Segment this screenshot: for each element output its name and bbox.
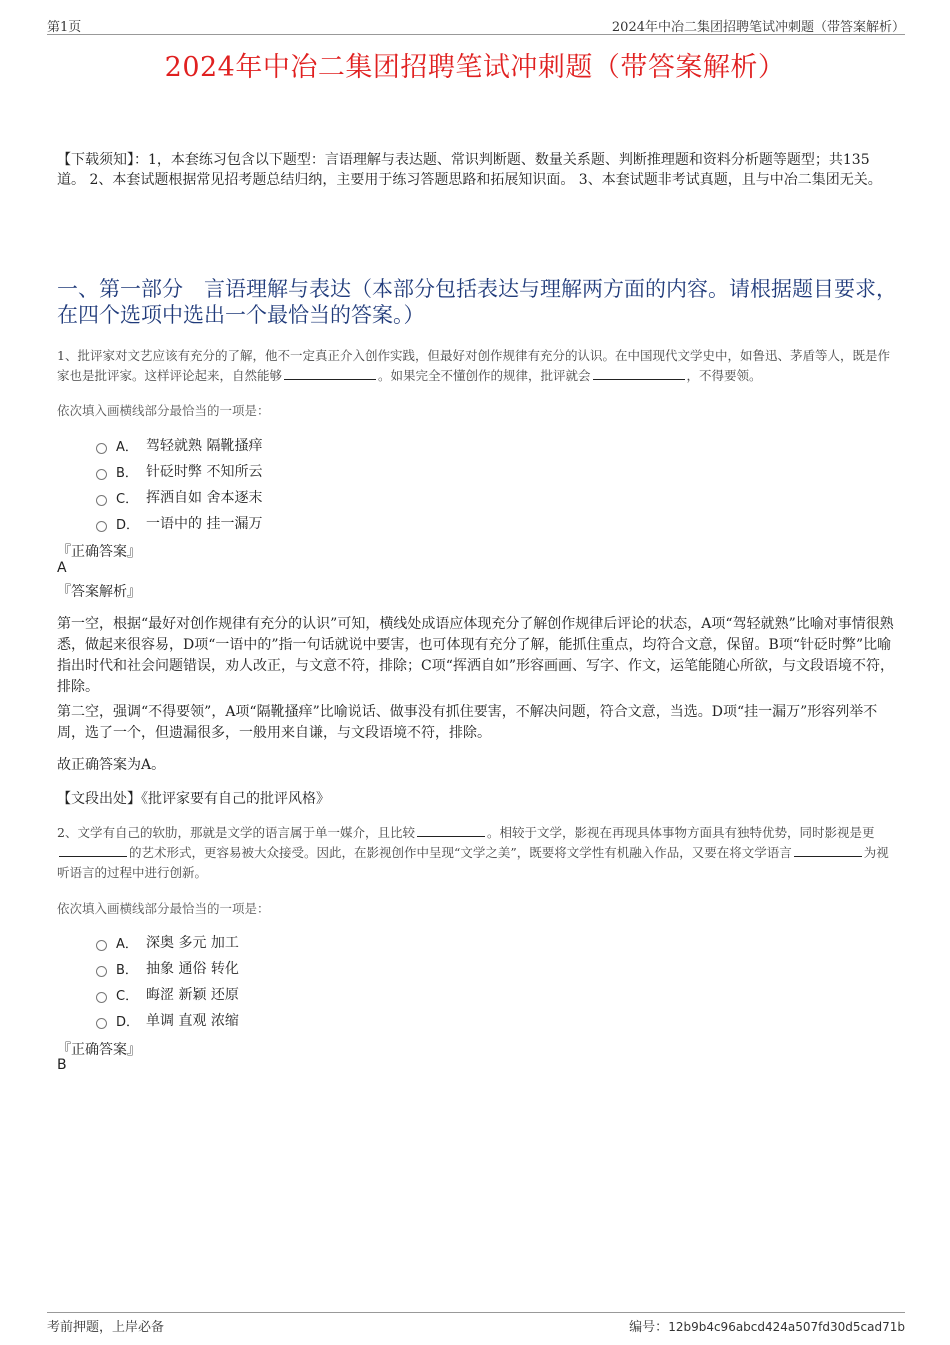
blank-3 [794,844,862,857]
option-d[interactable]: D． 单调 直观 浓缩 [96,1007,239,1033]
radio-icon[interactable] [96,966,107,977]
answer-label: 『正确答案』 [57,1042,141,1058]
answer-value: A [57,560,67,576]
answer-value: B [57,1057,67,1073]
question-2-options [96,929,239,1033]
answer-label: 『正确答案』 [57,544,141,560]
blank-2 [593,367,685,380]
option-c[interactable]: C． 晦涩 新颖 还原 [96,981,239,1007]
header-doc-title: 2024年中冶二集团招聘笔试冲刺题（带答案解析） [611,20,905,35]
page-title: 2024年中冶二集团招聘笔试冲刺题（带答案解析） [164,52,786,83]
radio-icon[interactable] [96,443,107,454]
radio-icon[interactable] [96,940,107,951]
question-1-instruction: 依次填入画横线部分最恰当的一项是： [57,403,270,418]
footer-code: 编号：12b9b4c96abcd424a507fd30d5cad71b [629,1320,905,1335]
option-b[interactable]: B． 针砭时弊 不知所云 [96,458,262,484]
source-note: 【文段出处】《批评家要有自己的批评风格》 [57,791,330,807]
blank-2 [59,844,127,857]
page-header [47,14,905,35]
radio-icon[interactable] [96,521,107,532]
radio-icon[interactable] [96,1018,107,1029]
analysis-label: 『答案解析』 [57,584,141,600]
question-1-stem: 1、批评家对文艺应该有充分的了解，他不一定真正介入创作实践，但最好对创作规律有充分的认识。在中国现代文学史中，如鲁迅、茅盾等人，既是作家也是批评家。这样评论起来，自然能够 。如果完全不懂创作的规律，批评就会 ，不得要领。 [57,348,890,383]
question-2-instruction: 依次填入画横线部分最恰当的一项是： [57,901,270,916]
option-b[interactable]: B． 抽象 通俗 转化 [96,955,239,981]
radio-icon[interactable] [96,495,107,506]
radio-icon[interactable] [96,469,107,480]
analysis-conclusion: 故正确答案为A。 [57,757,166,773]
option-a[interactable]: A． 驾轻就熟 隔靴搔痒 [96,432,262,458]
blank-1 [417,824,485,837]
option-c[interactable]: C． 挥洒自如 舍本逐末 [96,484,262,510]
option-d[interactable]: D． 一语中的 挂一漏万 [96,510,262,536]
question-1-options [96,432,262,536]
analysis-paragraph-1: 第一空，根据“最好对创作规律有充分的认识”可知，横线处成语应体现充分了解创作规律后评论的状态，A项“驾轻就熟”比喻对事情很熟悉，做起来很容易，D项“一语中的”指一句话就说中要害，也可体现有充分了解，能抓住重点，均符合文意，保留。B项“针砭时弊”比喻指出时代和社会问题错误，劝人改正，与文意不符，排除；C项“挥洒自如”形容画画、写字、作文，运笔能随心所欲，与文段语境不符，排除。 [57,616,895,695]
footer-slogan: 考前押题，上岸必备 [47,1320,165,1335]
blank-1 [284,367,376,380]
analysis-paragraph-2: 第二空，强调“不得要领”，A项“隔靴搔痒”比喻说话、做事没有抓住要害，不解决问题，符合文意，当选。D项“挂一漏万”形容列举不周，选了一个，但遗漏很多，一般用来自谦，与文段语境不符，排除。 [57,704,878,741]
question-2-stem: 2、文学有自己的软肋，那就是文学的语言属于单一媒介，且比较 。相较于文学，影视在再现具体事物方面具有独特优势，同时影视是更的艺术形式，更容易被大众接受。因此，在影视创作中呈现“文学之美”，既要将文学性有机融入作品，又要在将文学语言 为视听语言的过程中进行创新。 [57,825,889,880]
download-notice: 【下载须知】：1，本套练习包含以下题型：言语理解与表达题、常识判断题、数量关系题、判断推理题和资料分析题等题型；共135道。 2、本套试题根据常见招考题总结归纳，主要用于练习答题思路和拓展知识面。 3、本套试题非考试真题，且与中冶二集团无关。 [57,152,882,188]
option-a[interactable]: A． 深奥 多元 加工 [96,929,239,955]
section-heading: 一、第一部分 言语理解与表达（本部分包括表达与理解两方面的内容。请根据题目要求，在四个选项中选出一个最恰当的答案。） [57,277,897,327]
radio-icon[interactable] [96,992,107,1003]
page-footer [47,1312,905,1335]
page-number: 第1页 [47,20,82,35]
